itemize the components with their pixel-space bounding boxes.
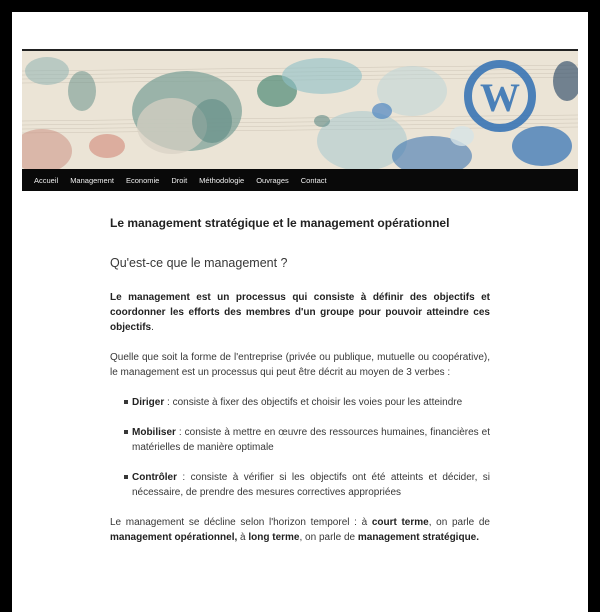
horizon-paragraph <box>110 515 490 545</box>
definition-paragraph <box>110 290 490 335</box>
horizon-bold-3: long terme <box>248 532 300 543</box>
verb-term: Diriger <box>132 397 165 408</box>
verb-description: : consiste à mettre en œuvre des ressources humaines, financières et matérielles de manière optimale <box>132 427 490 453</box>
bullet-icon <box>124 475 128 479</box>
article-content <box>110 212 490 560</box>
list-item <box>132 425 490 455</box>
horizon-text-4: , on parle de <box>299 532 358 543</box>
horizon-bold-4: management stratégique. <box>357 532 480 543</box>
definition-text: Le management est un processus qui consiste à définir des objectifs et coordonner les efforts des membres d'un groupe pour pouvoir atteindre ces objectifs <box>110 292 490 333</box>
main-navigation <box>22 169 578 191</box>
nav-item-management[interactable]: Management <box>70 175 114 185</box>
svg-text:W: W <box>480 75 520 120</box>
horizon-bold-2: management opérationnel, <box>110 532 238 543</box>
verb-term: Contrôler <box>132 472 177 483</box>
list-item <box>132 470 490 500</box>
horizon-text-2: , on parle de <box>428 517 490 528</box>
definition-end: . <box>151 322 154 333</box>
bullet-icon <box>124 400 128 404</box>
nav-item-economie[interactable]: Economie <box>125 175 160 185</box>
verbs-list <box>110 395 490 500</box>
intro-paragraph: Quelle que soit la forme de l'entreprise (privée ou publique, mutuelle ou coopérative), le management est un processus qui peut être décrit au moyen de 3 verbes : <box>110 352 490 378</box>
horizon-bold-1: court terme <box>371 517 429 528</box>
horizon-text-3: à <box>237 532 249 543</box>
page <box>12 12 588 612</box>
verb-term: Mobiliser <box>132 427 176 438</box>
nav-item-contact[interactable]: Contact <box>300 175 327 185</box>
verb-description: : consiste à vérifier si les objectifs ont été atteints et décider, si nécessaire, de prendre des mesures correctives appropriées <box>132 472 490 498</box>
header-banner-image[interactable] <box>22 51 578 169</box>
bullet-icon <box>124 430 128 434</box>
horizon-text-1: Le management se décline selon l'horizon temporel : à <box>110 517 372 528</box>
section-heading: Qu'est-ce que le management ? <box>110 256 288 270</box>
nav-item-methodologie[interactable]: Méthodologie <box>199 175 245 185</box>
nav-item-droit[interactable]: Droit <box>171 175 188 185</box>
list-item <box>132 395 490 410</box>
nav-item-accueil[interactable]: Accueil <box>34 175 59 185</box>
article-title: Le management stratégique et le management opérationnel <box>110 216 450 230</box>
verb-description: : consiste à fixer des objectifs et choisir les voies pour les atteindre <box>164 397 463 408</box>
nav-item-ouvrages[interactable]: Ouvrages <box>256 175 289 185</box>
banner-artwork <box>22 51 578 169</box>
